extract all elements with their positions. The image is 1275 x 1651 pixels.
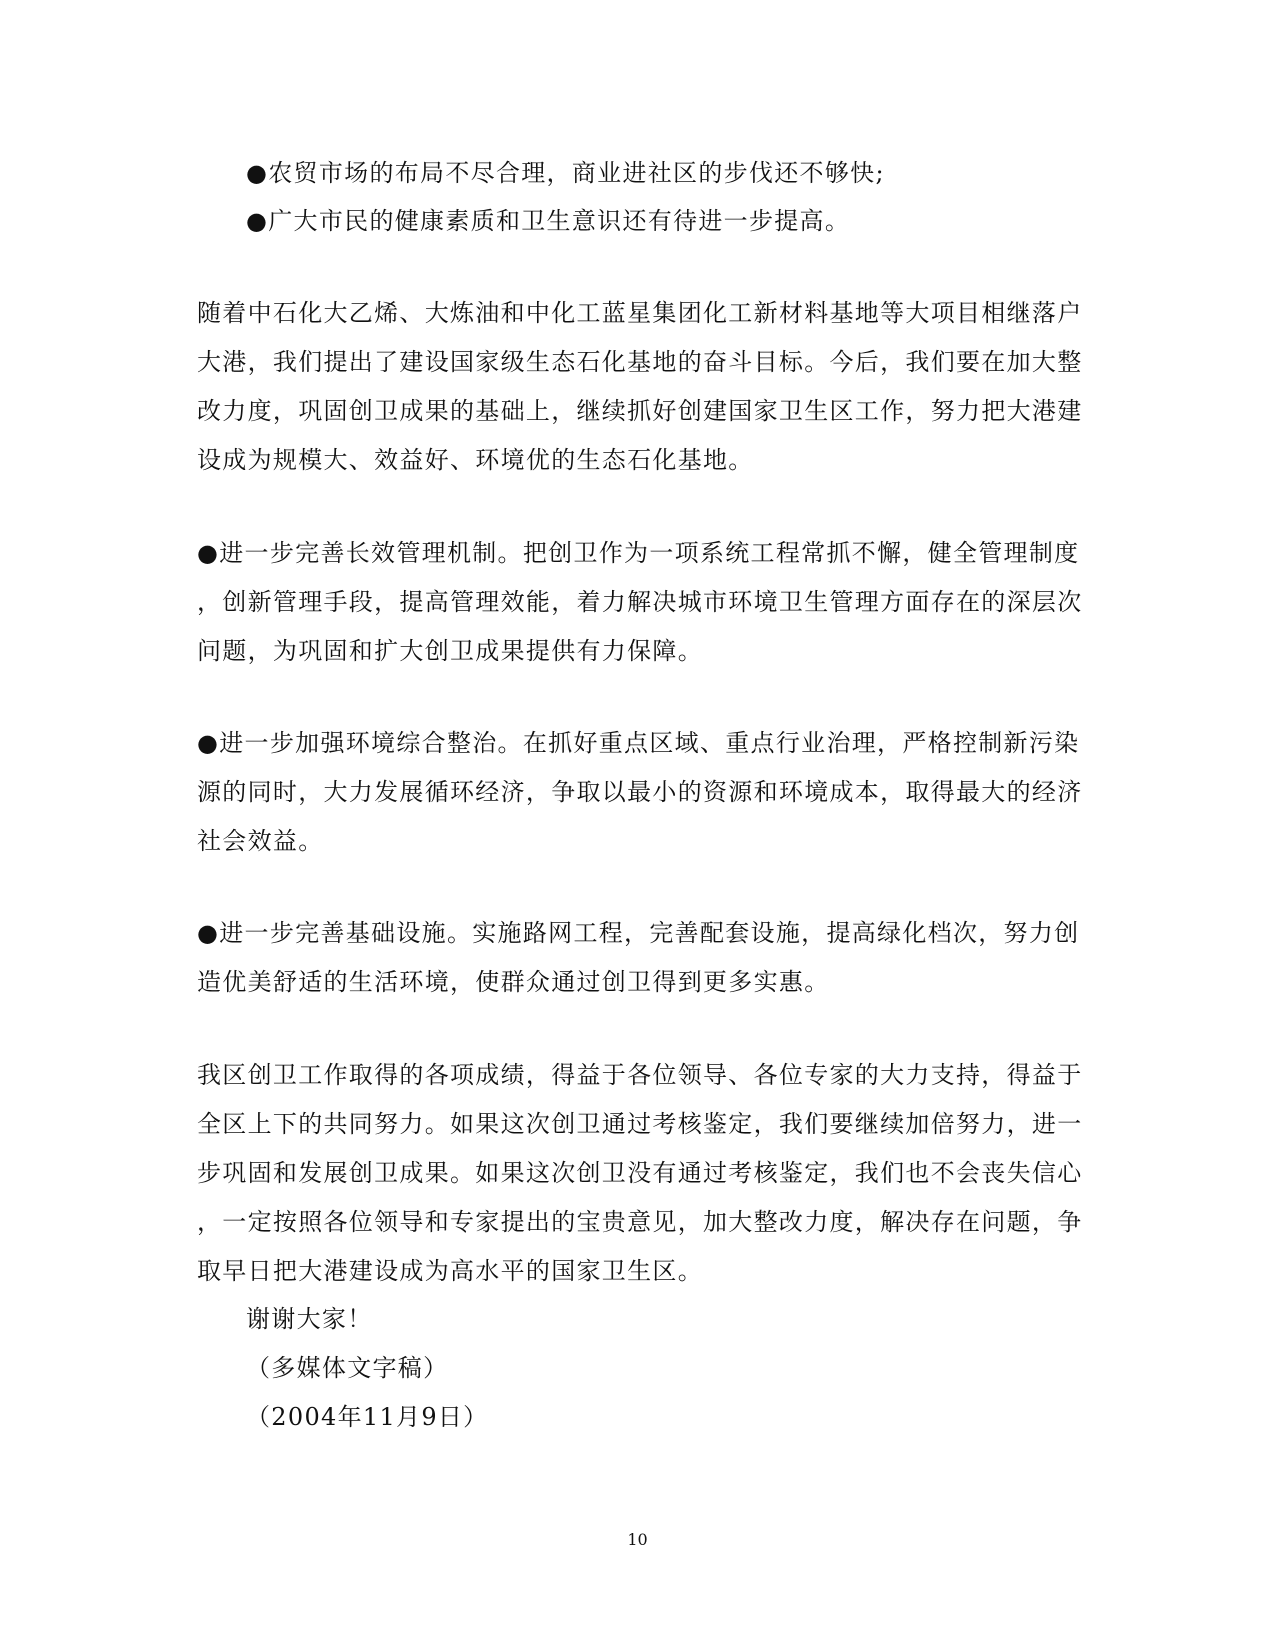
page-number: 10 (627, 1530, 648, 1549)
bullet-environment-line: ●进一步加强环境综合整治。在抓好重点区域、重点行业治理，严格控制新污染 (197, 729, 1080, 757)
date-line: （2004年11月9日） (246, 1403, 489, 1431)
bullet-infrastructure-line: 造优美舒适的生活环境，使群众通过创卫得到更多实惠。 (197, 968, 830, 996)
closing-paragraph-line: ，一定按照各位领导和专家提出的宝贵意见，加大整改力度，解决存在问题，争 (197, 1208, 1083, 1236)
closing-paragraph-line: 步巩固和发展创卫成果。如果这次创卫没有通过考核鉴定，我们也不会丧失信心 (197, 1159, 1083, 1187)
bullet-infrastructure-line: ●进一步完善基础设施。实施路网工程，完善配套设施，提高绿化档次，努力创 (197, 919, 1080, 947)
bullet-mechanism-line: ●进一步完善长效管理机制。把创卫作为一项系统工程常抓不懈，健全管理制度 (197, 539, 1080, 567)
bullet-market-layout: ●农贸市场的布局不尽合理，商业进社区的步伐还不够快; (246, 159, 885, 187)
bullet-environment-line: 源的同时，大力发展循环经济，争取以最小的资源和环境成本，取得最大的经济 (197, 778, 1083, 806)
closing-paragraph-line: 全区上下的共同努力。如果这次创卫通过考核鉴定，我们要继续加倍努力，进一 (197, 1110, 1083, 1138)
bullet-health-awareness: ●广大市民的健康素质和卫生意识还有待进一步提高。 (246, 207, 851, 235)
paragraph-line: 设成为规模大、效益好、环境优的生态石化基地。 (197, 446, 754, 474)
bullet-environment-line: 社会效益。 (197, 827, 324, 855)
thanks-line: 谢谢大家！ (246, 1305, 373, 1333)
paragraph-line: 改力度，巩固创卫成果的基础上，继续抓好创建国家卫生区工作，努力把大港建 (197, 397, 1083, 425)
bullet-mechanism-line: ，创新管理手段，提高管理效能，着力解决城市环境卫生管理方面存在的深层次 (197, 588, 1083, 616)
paragraph-line: 大港，我们提出了建设国家级生态石化基地的奋斗目标。今后，我们要在加大整 (197, 348, 1083, 376)
closing-paragraph-line: 取早日把大港建设成为高水平的国家卫生区。 (197, 1257, 703, 1285)
transcript-note: （多媒体文字稿） (246, 1354, 449, 1382)
paragraph-line: 随着中石化大乙烯、大炼油和中化工蓝星集团化工新材料基地等大项目相继落户 (197, 299, 1083, 327)
closing-paragraph-line: 我区创卫工作取得的各项成绩，得益于各位领导、各位专家的大力支持，得益于 (197, 1061, 1083, 1089)
bullet-mechanism-line: 问题，为巩固和扩大创卫成果提供有力保障。 (197, 637, 703, 665)
